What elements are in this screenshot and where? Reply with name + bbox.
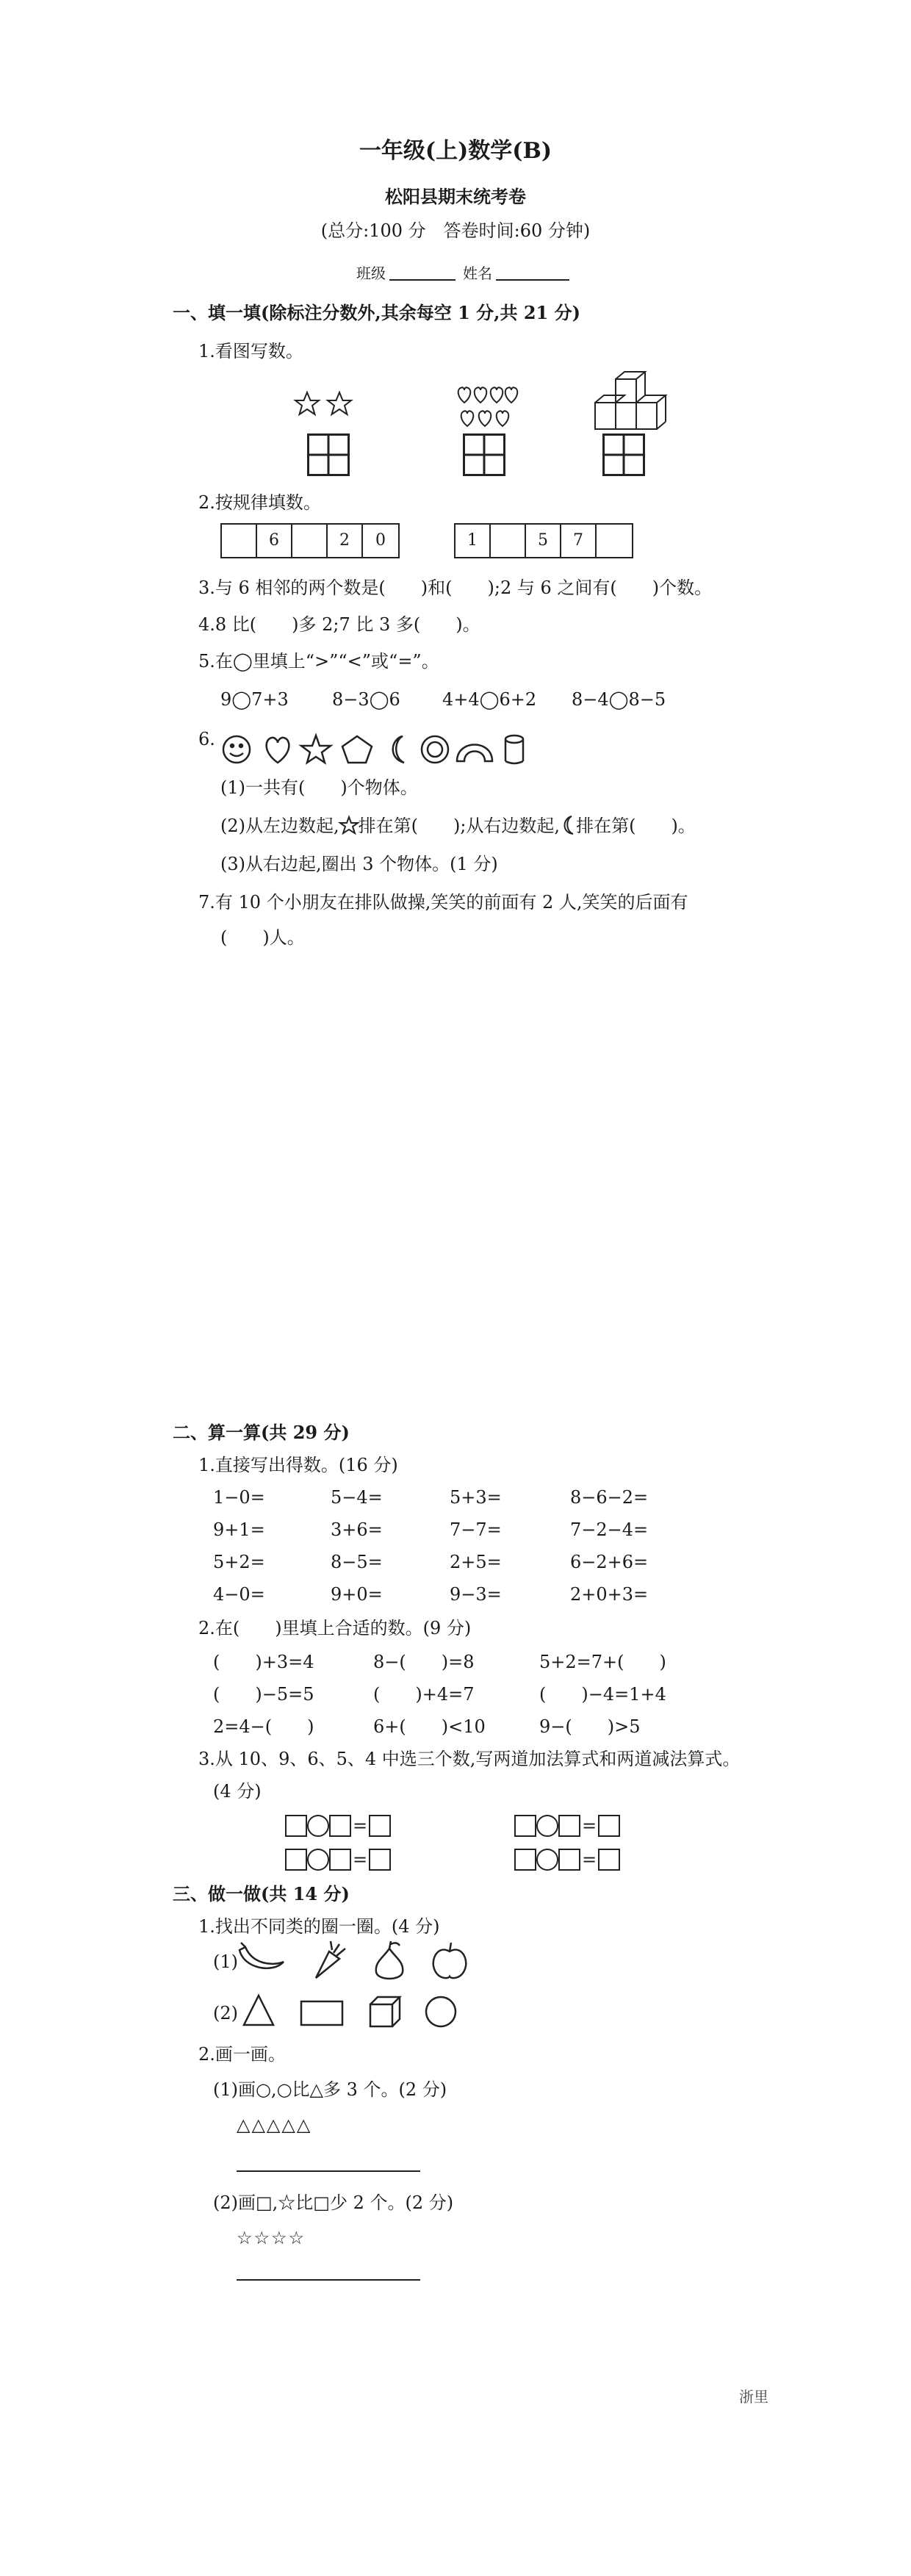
answer-box[interactable] — [558, 1849, 580, 1871]
calc-item: 6−2+6= — [570, 1552, 649, 1572]
calc-item: 7−2−4= — [570, 1519, 649, 1540]
seq2-cell[interactable] — [491, 525, 526, 557]
exam-meta: (总分:100 分 答卷时间:60 分钟) — [320, 220, 591, 241]
triangle-icon — [244, 1996, 273, 2025]
operator-circle[interactable] — [536, 1849, 558, 1871]
fill-item: ( )−5=5 — [213, 1684, 314, 1705]
fill-item: ( )+4=7 — [373, 1684, 475, 1705]
sequence-row-2 — [454, 523, 633, 558]
rectangle-icon — [301, 2001, 342, 2025]
fill-item: 5+2=7+( ) — [539, 1652, 666, 1672]
q6b-pre: (2)从左边数起, — [220, 816, 339, 836]
answer-box[interactable] — [369, 1815, 391, 1837]
seq2-cell[interactable] — [597, 525, 632, 557]
seq1-cell[interactable] — [292, 525, 328, 557]
smiley-icon — [223, 736, 250, 763]
answer-box[interactable] — [285, 1849, 307, 1871]
s3-q2a: (1)画○,○比△多 3 个。(2 分) — [213, 2079, 447, 2100]
crescent-moon-icon — [393, 736, 404, 763]
q1b-shapes-row — [242, 1993, 463, 2034]
calc-item: 9−3= — [450, 1584, 502, 1605]
rainbow-arch-icon — [457, 745, 492, 762]
seq1-cell: 6 — [257, 525, 292, 557]
calc-item: 9+0= — [331, 1584, 383, 1605]
target-circle-icon — [422, 736, 448, 763]
seq2-cell: 1 — [455, 525, 491, 557]
banana-icon — [240, 1943, 284, 1968]
answer-box[interactable] — [329, 1849, 351, 1871]
seq1-cell: 2 — [328, 525, 363, 557]
fill-item: 2=4−( ) — [213, 1716, 314, 1737]
operator-circle[interactable] — [307, 1849, 329, 1871]
heart-icon — [267, 738, 289, 763]
equals-sign: = — [582, 1849, 597, 1870]
subtraction-template-2[interactable] — [514, 1849, 620, 1871]
answer-box[interactable] — [598, 1815, 620, 1837]
calc-item: 4−0= — [213, 1584, 265, 1605]
class-field[interactable] — [389, 279, 455, 281]
q5-item: 8−4◯8−5 — [572, 689, 666, 710]
subtraction-template-1[interactable] — [514, 1815, 620, 1837]
q5-item: 8−3◯6 — [332, 689, 400, 710]
answer-box[interactable] — [369, 1849, 391, 1871]
s1-q1: 1.看图写数。 — [198, 341, 303, 361]
calc-item: 5+2= — [213, 1552, 265, 1572]
cylinder-icon — [505, 735, 523, 763]
answer-box[interactable] — [598, 1849, 620, 1871]
answer-grid-3[interactable] — [602, 433, 645, 476]
sequence-row-1 — [220, 523, 400, 558]
cube-icon — [370, 1997, 400, 2026]
s3-q1a-label: (1) — [213, 1951, 238, 1972]
q5-item: 4+4◯6+2 — [442, 689, 537, 710]
s3-q2: 2.画一画。 — [198, 2044, 286, 2065]
class-label: 班级 — [356, 265, 386, 282]
q1a-objects-row — [237, 1940, 486, 1984]
star-icon — [301, 735, 331, 763]
calc-item: 9+1= — [213, 1519, 265, 1540]
answer-box[interactable] — [514, 1815, 536, 1837]
operator-circle[interactable] — [536, 1815, 558, 1837]
answer-grid-1[interactable] — [307, 433, 350, 476]
s1-q6a: (1)一共有( )个物体。 — [220, 777, 418, 798]
section-3-heading: 三、做一做(共 14 分) — [173, 1883, 350, 1904]
s1-q3: 3.与 6 相邻的两个数是( )和( );2 与 6 之间有( )个数。 — [198, 578, 713, 598]
equals-sign: = — [582, 1816, 597, 1836]
s3-q2b: (2)画□,☆比□少 2 个。(2 分) — [213, 2192, 454, 2213]
s2-q1: 1.直接写出得数。(16 分) — [198, 1455, 398, 1475]
s2-q3-line2: (4 分) — [213, 1781, 262, 1802]
page-title: 一年级(上)数学(B) — [359, 138, 552, 164]
answer-box[interactable] — [558, 1815, 580, 1837]
s1-q7-line1: 7.有 10 个小朋友在排队做操,笑笑的前面有 2 人,笑笑的后面有 — [198, 892, 688, 913]
circle-icon — [426, 1997, 455, 2026]
answer-box[interactable] — [285, 1815, 307, 1837]
seq1-cell[interactable] — [222, 525, 257, 557]
calc-item: 3+6= — [331, 1519, 383, 1540]
name-label: 姓名 — [463, 265, 492, 282]
s1-q5: 5.在◯里填上“>”“<”或“=”。 — [198, 651, 439, 672]
calc-item: 5+3= — [450, 1487, 502, 1508]
seq2-cell: 7 — [561, 525, 597, 557]
s1-q4: 4.8 比( )多 2;7 比 3 多( )。 — [198, 614, 480, 635]
answer-box[interactable] — [329, 1815, 351, 1837]
seven-hearts-picture — [455, 384, 517, 432]
apple-icon — [433, 1943, 467, 1978]
equals-sign: = — [353, 1816, 368, 1836]
section-1-heading: 一、填一填(除标注分数外,其余每空 1 分,共 21 分) — [173, 302, 580, 323]
answer-grid-2[interactable] — [463, 433, 505, 476]
addition-template-1[interactable] — [285, 1815, 391, 1837]
q5-item: 9◯7+3 — [220, 689, 289, 710]
page-subtitle: 松阳县期末统考卷 — [385, 186, 526, 207]
s1-q6b — [220, 814, 696, 838]
two-stars-picture — [294, 391, 360, 417]
calc-item: 8−6−2= — [570, 1487, 649, 1508]
s1-q6c: (3)从右边起,圈出 3 个物体。(1 分) — [220, 854, 498, 874]
fill-item: ( )+3=4 — [213, 1652, 314, 1672]
section-2-heading: 二、算一算(共 29 分) — [173, 1422, 350, 1443]
calc-item: 1−0= — [213, 1487, 265, 1508]
calc-item: 8−5= — [331, 1552, 383, 1572]
seq1-cell: 0 — [375, 531, 386, 550]
q6b-post: 排在第( )。 — [576, 816, 696, 836]
fill-item: ( )−4=1+4 — [539, 1684, 666, 1705]
answer-box[interactable] — [514, 1849, 536, 1871]
seq2-cell: 5 — [526, 525, 561, 557]
star-icon — [339, 816, 359, 834]
crescent-moon-icon — [560, 815, 576, 835]
q6b-mid: 排在第( );从右边数起, — [358, 816, 561, 836]
calc-item: 7−7= — [450, 1519, 502, 1540]
s1-q6-number: 6. — [198, 729, 215, 749]
calc-item: 2+5= — [450, 1552, 502, 1572]
operator-circle[interactable] — [307, 1815, 329, 1837]
equals-sign: = — [353, 1849, 368, 1870]
fill-item: 6+( )<10 — [373, 1716, 486, 1737]
name-field[interactable] — [496, 279, 569, 281]
s3-q1b-label: (2) — [213, 2003, 238, 2023]
triangles-row: △△△△△ — [237, 2115, 312, 2135]
drawing-line-2[interactable] — [237, 2279, 420, 2281]
carrot-icon — [316, 1941, 345, 1978]
q6-objects-row — [220, 732, 536, 769]
addition-template-2[interactable] — [285, 1849, 391, 1871]
calc-item: 2+0+3= — [570, 1584, 649, 1605]
pentagon-icon — [342, 736, 372, 763]
cubes-picture — [594, 369, 670, 431]
fill-item: 9−( )>5 — [539, 1716, 641, 1737]
s1-q2: 2.按规律填数。 — [198, 492, 321, 513]
pear-icon — [376, 1941, 403, 1979]
fill-item: 8−( )=8 — [373, 1652, 475, 1672]
s2-q3-line1: 3.从 10、9、6、5、4 中选三个数,写两道加法算式和两道减法算式。 — [198, 1749, 741, 1769]
stars-row: ☆☆☆☆ — [237, 2228, 306, 2248]
s1-q7-line2: ( )人。 — [220, 927, 305, 948]
calc-item: 5−4= — [331, 1487, 383, 1508]
s3-q1: 1.找出不同类的圈一圈。(4 分) — [198, 1916, 440, 1937]
drawing-line-1[interactable] — [237, 2170, 420, 2172]
footer-mark: 浙里 — [739, 2388, 768, 2406]
s2-q2: 2.在( )里填上合适的数。(9 分) — [198, 1618, 472, 1638]
